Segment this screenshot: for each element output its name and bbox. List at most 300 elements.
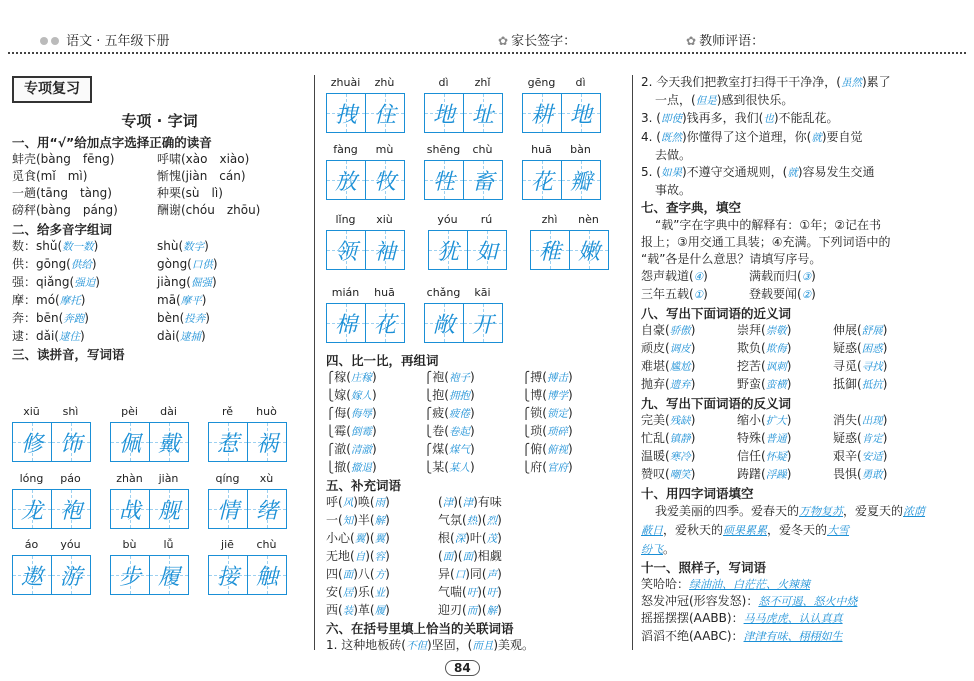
answer-char: 饰 [59, 431, 82, 457]
text: ) [690, 431, 696, 446]
text: 根( [438, 531, 455, 545]
pinyin-row [522, 143, 600, 156]
page-title: 专项 · 字词 [121, 112, 198, 130]
word-item [641, 340, 737, 358]
text: ) [703, 269, 708, 284]
word-item [833, 358, 929, 376]
idiom-item [438, 513, 502, 527]
text: ) [690, 467, 696, 482]
text: 怨声载道( [641, 269, 694, 284]
word-row [641, 358, 931, 376]
polyphone-item [157, 293, 206, 307]
answer: 搏击 [546, 372, 568, 384]
pinyin-row [530, 213, 608, 226]
bracket: ⎧ [522, 443, 531, 456]
idiom-row [326, 494, 626, 512]
teacher-comment-label: 教师评语： [699, 34, 765, 49]
dot-icon [51, 37, 59, 45]
text: ) [811, 269, 816, 284]
answer: 官府 [546, 462, 568, 474]
pinyin: lóng [19, 472, 44, 485]
answer: 热 [466, 515, 478, 527]
text: 挖苦( [737, 359, 766, 374]
bracket: ⎧ [424, 407, 433, 420]
text: )叶( [465, 531, 487, 545]
pinyin: rú [480, 213, 493, 226]
idiom-item [438, 567, 502, 581]
text: 嫁( [334, 388, 351, 402]
answer-char: 领 [334, 239, 357, 265]
tianzige-cell [327, 231, 366, 269]
text: 抱( [432, 388, 449, 402]
text: 欺负( [737, 341, 766, 356]
answer-char: 花 [530, 169, 553, 195]
text: 迎刃( [438, 603, 467, 617]
text: 俯( [530, 442, 547, 456]
pronunciation-row [12, 151, 307, 168]
tianzige-cell [13, 423, 52, 461]
idiom-item [326, 494, 438, 512]
text: 煤( [432, 442, 449, 456]
pinyin: áo [24, 538, 39, 551]
pinyin: lǐng [335, 213, 356, 226]
word-row [641, 448, 931, 466]
idiom-item [438, 603, 502, 617]
left-column [12, 76, 307, 363]
text: 寻觅( [833, 359, 862, 374]
pronunciation-item: 一趟(tāng tàng) [12, 186, 112, 200]
answer: 欺侮 [765, 343, 787, 356]
compare-item [326, 369, 424, 387]
bracket: ⎧ [522, 371, 531, 384]
compare-item [522, 459, 602, 477]
compare-item [522, 405, 602, 423]
text: 卷( [432, 424, 449, 438]
word-row [641, 376, 931, 394]
answer: 浓荫蔽日 [641, 504, 926, 537]
bracket: ⎩ [522, 461, 531, 474]
pinyin: yóu [60, 538, 81, 551]
word-item [737, 340, 833, 358]
answer: 既然 [660, 131, 682, 144]
compare-item [424, 387, 522, 405]
text: 稼( [334, 370, 351, 384]
text: 赞叹( [641, 467, 670, 482]
q2-cont [641, 92, 931, 110]
answer: 某人 [448, 462, 470, 474]
answer: 口供 [191, 259, 213, 271]
text: )唤( [353, 495, 375, 509]
section-5-title: 五、补充词语 [326, 478, 402, 493]
tianzige-cell [562, 94, 600, 132]
q4 [641, 129, 931, 147]
answer: 万物复苏 [799, 504, 844, 518]
pinyin-row [326, 213, 404, 226]
text: 疑惑( [833, 431, 862, 446]
text: ) [371, 370, 377, 384]
answer: 逮住 [59, 331, 80, 343]
pinyin: zhǐ [474, 76, 491, 89]
text: 信任( [737, 449, 766, 464]
text: 西( [326, 603, 343, 617]
text: 1. 这种地板砖( [326, 638, 406, 652]
tianzige-cell [366, 161, 404, 199]
tianzige-box [326, 93, 405, 133]
word-item [833, 340, 929, 358]
text: ) [469, 424, 475, 438]
polyphone-item [157, 239, 209, 253]
text: )( [453, 549, 463, 563]
bracket: ⎧ [424, 443, 433, 456]
answer-char: 嫩 [577, 239, 600, 265]
answer-char: 牧 [373, 169, 396, 195]
text: gòng( [157, 257, 192, 271]
answer: 摩托 [59, 295, 81, 307]
text: 四( [326, 567, 343, 581]
bracket: ⎩ [326, 425, 335, 438]
idiom-row [326, 584, 626, 602]
answer: 清澈 [350, 444, 372, 456]
text: ) [690, 377, 696, 392]
answer: 面 [462, 551, 474, 563]
tianzige-cell [523, 161, 562, 199]
pinyin: dì [438, 76, 449, 89]
tianzige-cell [111, 490, 150, 528]
text: ) [690, 322, 696, 337]
text: ) [201, 293, 207, 307]
text: )( [453, 495, 463, 509]
tianzige-cell [111, 423, 150, 461]
pinyin: jiē [221, 538, 234, 551]
answer: 津津有味、栩栩如生 [743, 629, 843, 643]
pinyin: xiū [23, 405, 40, 418]
pinyin: kāi [474, 286, 491, 299]
q2 [641, 74, 931, 92]
compare-row [326, 405, 626, 423]
text: 无地( [326, 549, 355, 563]
bracket: ⎩ [326, 461, 335, 474]
compare-item [326, 423, 424, 441]
word-row [641, 412, 931, 430]
answer: 居 [342, 587, 354, 599]
compare-item [424, 441, 522, 459]
answer-char: 牲 [432, 169, 455, 195]
text: ) [882, 377, 888, 392]
answer: 骄傲 [669, 324, 691, 337]
compare-item [326, 405, 424, 423]
answer-char: 址 [471, 102, 494, 128]
polyphone-row [12, 238, 307, 256]
idiom-row [326, 530, 626, 548]
idiom-row [326, 512, 626, 530]
answer: 倔强 [190, 277, 212, 289]
pinyin: huā [531, 143, 552, 156]
answer: 讽刺 [765, 361, 787, 374]
answer: 业 [374, 587, 386, 599]
pinyin-row [110, 472, 188, 485]
text: 撤( [334, 460, 351, 474]
answer-char: 花 [373, 312, 396, 338]
answer-char: 袖 [373, 239, 396, 265]
text: 奔：bēn( [12, 311, 64, 325]
tianzige-box [522, 160, 601, 200]
answer: 崇敬 [765, 324, 787, 337]
text: ) [497, 603, 502, 617]
answer: 雨 [374, 497, 386, 509]
answer-char: 住 [373, 102, 396, 128]
tianzige-cell [52, 490, 90, 528]
tianzige-box [208, 422, 287, 462]
text: mā( [157, 293, 181, 307]
polyphone-item [12, 238, 157, 256]
answer: 方 [374, 569, 386, 581]
tianzige-cell [52, 423, 90, 461]
answer: ③ [801, 271, 812, 284]
word-item [641, 448, 737, 466]
answer-char: 祸 [255, 431, 278, 457]
text: ) [469, 370, 475, 384]
pinyin: bàn [570, 143, 591, 156]
bracket: ⎩ [326, 389, 335, 402]
text: 摩：mó( [12, 293, 60, 307]
dot-icon [40, 37, 48, 45]
answer: 疲倦 [448, 408, 470, 420]
text: ) [212, 257, 218, 271]
section-4-title: 四、比一比，再组词 [326, 353, 439, 368]
header-subject [40, 30, 170, 49]
text: 搏( [530, 370, 547, 384]
bracket: ⎩ [522, 389, 531, 402]
section-5-list [326, 494, 626, 620]
text: 安( [326, 585, 343, 599]
answer: 而且 [472, 640, 494, 652]
answer: 风 [342, 497, 354, 509]
tianzige-box [110, 422, 189, 462]
text: ) [371, 406, 377, 420]
answer: 数一数 [62, 241, 94, 253]
answer: 声 [486, 569, 498, 581]
tianzige-cell [366, 231, 404, 269]
pinyin: huò [256, 405, 277, 418]
answer: 翼 [374, 533, 386, 545]
text: 霉( [334, 424, 351, 438]
tianzige-cell [425, 304, 464, 342]
compare-item [522, 369, 602, 387]
text: )同( [465, 567, 487, 581]
tianzige-cell [248, 556, 286, 594]
text: ) [211, 275, 217, 289]
tianzige-box [12, 422, 91, 462]
answer-char: 触 [255, 564, 278, 590]
answer: 烈 [486, 515, 498, 527]
text: 抛弃( [641, 377, 670, 392]
text: )半( [353, 513, 375, 527]
answer: 如果 [660, 167, 682, 180]
pronunciation-row [12, 185, 307, 202]
meaning-row [641, 268, 931, 286]
text: 呼( [326, 495, 343, 509]
text: ) [385, 513, 390, 527]
section-1-list [12, 151, 307, 219]
word-item [737, 430, 833, 448]
idiom-item [438, 495, 502, 509]
answer: 茂 [486, 533, 498, 545]
answer: 深 [454, 533, 466, 545]
answer-char: 履 [157, 564, 180, 590]
tianzige-box [326, 303, 405, 343]
meaning-item [749, 286, 869, 304]
answer: 解 [374, 515, 386, 527]
tianzige-cell [523, 94, 562, 132]
answer: 侮辱 [350, 408, 372, 420]
bracket: ⎩ [424, 461, 433, 474]
pinyin: jiàn [158, 472, 179, 485]
text: 一( [326, 513, 343, 527]
text: ) [385, 531, 390, 545]
text: ) [385, 567, 390, 581]
idiom-item [438, 531, 502, 545]
text: ) [497, 531, 502, 545]
section-10-title: 十、用四字词语填空 [641, 485, 754, 501]
tianzige-box [208, 489, 287, 529]
text: 登载要闻( [749, 287, 802, 302]
text: ，爱秋天的 [663, 522, 724, 537]
idiom-item [326, 566, 438, 584]
tianzige-cell [150, 490, 188, 528]
bracket: ⎧ [522, 407, 531, 420]
answer: 撤退 [350, 462, 372, 474]
section-badge: 专项复习 [12, 76, 92, 103]
answer: 嫁人 [350, 390, 372, 402]
answer: 解 [486, 605, 498, 617]
text: ) [204, 239, 209, 253]
tianzige-box [110, 555, 189, 595]
text: )有味 [473, 495, 502, 509]
answer-char: 步 [118, 564, 141, 590]
tianzige-cell [327, 304, 366, 342]
text: )你懂得了这个道理，你( [681, 129, 812, 144]
answer: 尴尬 [669, 361, 691, 374]
section-4-list [326, 369, 626, 477]
answer: 博学 [546, 390, 568, 402]
answer-char: 龙 [20, 498, 43, 524]
answer: 卷起 [448, 426, 470, 438]
answer-char: 地 [432, 102, 455, 128]
text: ) [497, 513, 502, 527]
pinyin-row [110, 405, 188, 418]
text: 5. ( [641, 165, 661, 180]
text: )乐( [353, 585, 375, 599]
text: ) [786, 359, 792, 374]
meaning-row [641, 286, 931, 304]
q4-cont: 去做。 [655, 147, 692, 162]
answer: 面 [442, 551, 454, 563]
tianzige-cell [209, 423, 248, 461]
section-2-title: 二、给多音字组词 [12, 222, 113, 237]
answer-char: 拽 [334, 102, 357, 128]
text: 顽皮( [641, 341, 670, 356]
answer: 肯定 [861, 433, 883, 446]
tianzige-cell [464, 161, 502, 199]
text: 琐( [530, 424, 547, 438]
pinyin: nèn [578, 213, 599, 226]
text: )革( [353, 603, 375, 617]
text: 气氛( [438, 513, 467, 527]
pronunciation-item: 酬谢(chóu zhōu) [157, 203, 261, 217]
answer: 纷飞 [641, 542, 663, 556]
s10-paragraph [641, 502, 931, 559]
pinyin: xù [259, 472, 274, 485]
compare-row [326, 423, 626, 441]
pinyin: shì [62, 405, 79, 418]
answer-char: 战 [118, 498, 141, 524]
tianzige-box [12, 489, 91, 529]
section-7-list [641, 268, 931, 304]
s7-text-1: “载”字在字典中的解释有：①年；②记在书 [655, 217, 881, 232]
text: 抵御( [833, 377, 862, 392]
text: 异( [438, 567, 455, 581]
pinyin-row [326, 286, 404, 299]
text: 崇拜( [737, 322, 766, 337]
tianzige-box [326, 160, 405, 200]
compare-item [424, 423, 522, 441]
answer: 而 [466, 605, 478, 617]
pinyin: zhàn [116, 472, 143, 485]
answer: 吁 [486, 587, 498, 599]
text: 忙乱( [641, 431, 670, 446]
bracket: ⎧ [326, 443, 335, 456]
tianzige-cell [425, 94, 464, 132]
text: 踌躇( [737, 467, 766, 482]
word-item [737, 448, 833, 466]
section-6-item-1 [326, 637, 626, 655]
text: ，爱夏天的 [843, 503, 904, 518]
text: )( [477, 513, 487, 527]
section-2-list [12, 238, 307, 346]
answer: 逮捕 [180, 331, 201, 343]
flower-icon: ✿ [498, 34, 509, 48]
answer: 大雪 [827, 523, 850, 537]
answer: ② [801, 289, 812, 302]
text: 野蛮( [737, 377, 766, 392]
answer: 奔跑 [63, 313, 85, 325]
text: 某( [432, 460, 449, 474]
text: 侮( [334, 406, 351, 420]
tianzige-cell [425, 161, 464, 199]
answer: 袍子 [448, 372, 470, 384]
pinyin: huā [374, 286, 395, 299]
text: ) [786, 467, 792, 482]
idiom-item [326, 584, 438, 602]
parent-sign [498, 30, 576, 49]
tianzige-cell [429, 231, 468, 269]
word-item [737, 466, 833, 484]
column-divider [632, 75, 633, 650]
word-item [641, 466, 737, 484]
answer: 就 [811, 131, 822, 144]
text: )累了 [861, 75, 891, 89]
compare-item [424, 459, 522, 477]
answer: 锁定 [546, 408, 568, 420]
text: 怒发冲冠(形容发怒)： [641, 594, 759, 609]
word-item [737, 358, 833, 376]
compare-item [522, 387, 602, 405]
answer-char: 敞 [432, 312, 455, 338]
idiom-item [326, 530, 438, 548]
text: 疑惑( [833, 341, 862, 356]
text: ) [91, 257, 97, 271]
text: 袍( [432, 370, 449, 384]
